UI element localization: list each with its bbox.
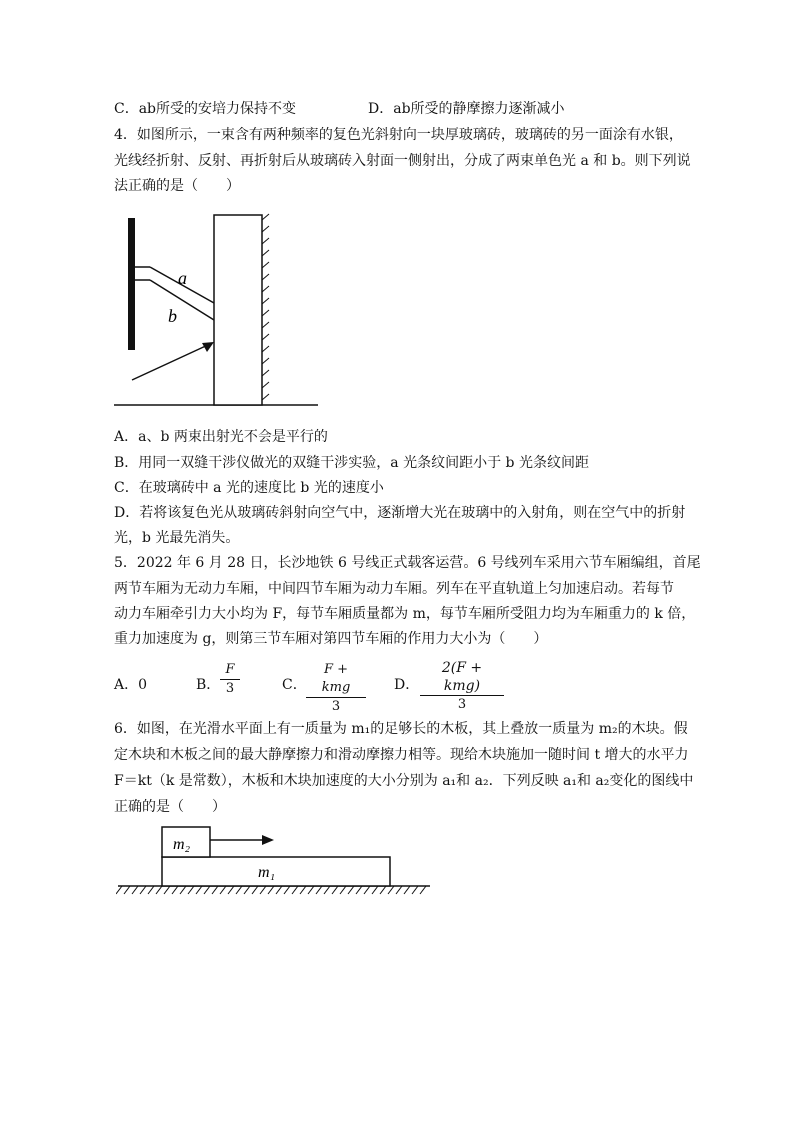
fraction-denominator: 3 (225, 681, 235, 696)
fraction-denominator: 3 (331, 699, 341, 714)
q5-option-d-prefix: D． (394, 677, 420, 693)
fraction-numerator: F + kmg (306, 661, 366, 698)
q5-option-a: A．0 (114, 677, 148, 693)
q4-text-line2: 光线经折射、反射、再折射后从玻璃砖入射面一侧射出，分成了两束单色光 a 和 b。则下列说 (114, 153, 691, 169)
beam-a-label: a (178, 268, 187, 288)
q6-text-line2: 定木块和木板之间的最大静摩擦力和滑动摩擦力相等。现给木块施加一随时间 t 增大的水平力 (114, 747, 689, 763)
q5-text-line1: 5．2022 年 6 月 28 日，长沙地铁 6 号线正式载客运营。6 号线列车采用六节车厢编组，首尾 (114, 555, 701, 571)
q4-option-a: A．a、b 两束出射光不会是平行的 (114, 429, 328, 445)
q4-option-c: C．在玻璃砖中 a 光的速度比 b 光的速度小 (114, 480, 384, 496)
q4-option-d-line1: D．若将该复色光从玻璃砖斜射向空气中，逐渐增大光在玻璃中的入射角，则在空气中的折射 (114, 505, 686, 521)
q4-text-line1: 4．如图所示，一束含有两种频率的复色光斜射向一块厚玻璃砖，玻璃砖的另一面涂有水银， (114, 127, 683, 143)
q6-text-line3: F＝kt（k 是常数），木板和木块加速度的大小分别为 a₁和 a₂．下列反映 a₁和 a₂变化的图线中 (114, 773, 694, 789)
q6-figure (116, 822, 436, 902)
q5-option-c-fraction (306, 661, 366, 716)
q5-option-b-prefix: B． (196, 677, 221, 693)
block-m2-label: m₂ (173, 836, 191, 853)
q5-text-line2: 两节车厢为无动力车厢，中间四节车厢为动力车厢。列车在平直轨道上匀加速启动。若每节 (114, 581, 674, 597)
q5-option-b-fraction (220, 661, 240, 698)
q4-option-d-line2: 光，b 光最先消失。 (114, 530, 240, 546)
fraction-denominator: 3 (457, 697, 467, 712)
q5-text-line3: 动力车厢牵引力大小均为 F，每节车厢质量都为 m，每节车厢所受阻力均为车厢重力的 k 倍， (114, 606, 696, 622)
q4-figure (112, 210, 342, 410)
q4-option-b: B．用同一双缝干涉仪做光的双缝干涉实验，a 光条纹间距小于 b 光条纹间距 (114, 455, 589, 471)
q4-text-line3: 法正确的是（ ） (114, 178, 240, 194)
q3-option-c: C．ab所受的安培力保持不变 (114, 101, 297, 117)
q5-text-line4: 重力加速度为 g，则第三节车厢对第四节车厢的作用力大小为（ ） (114, 631, 548, 647)
q5-option-d-fraction (420, 659, 504, 714)
fraction-numerator: 2(F + kmg) (420, 659, 504, 696)
beam-b-label: b (168, 306, 177, 326)
q3-option-d: D．ab所受的静摩擦力逐渐减小 (368, 101, 565, 117)
q5-option-c-prefix: C． (282, 677, 307, 693)
q6-text-line4: 正确的是（ ） (114, 799, 226, 815)
q6-text-line1: 6．如图，在光滑水平面上有一质量为 m₁的足够长的木板，其上叠放一质量为 m₂的木块。假 (114, 721, 688, 737)
board-m1-label: m₁ (258, 864, 276, 881)
fraction-numerator: F (220, 661, 240, 680)
